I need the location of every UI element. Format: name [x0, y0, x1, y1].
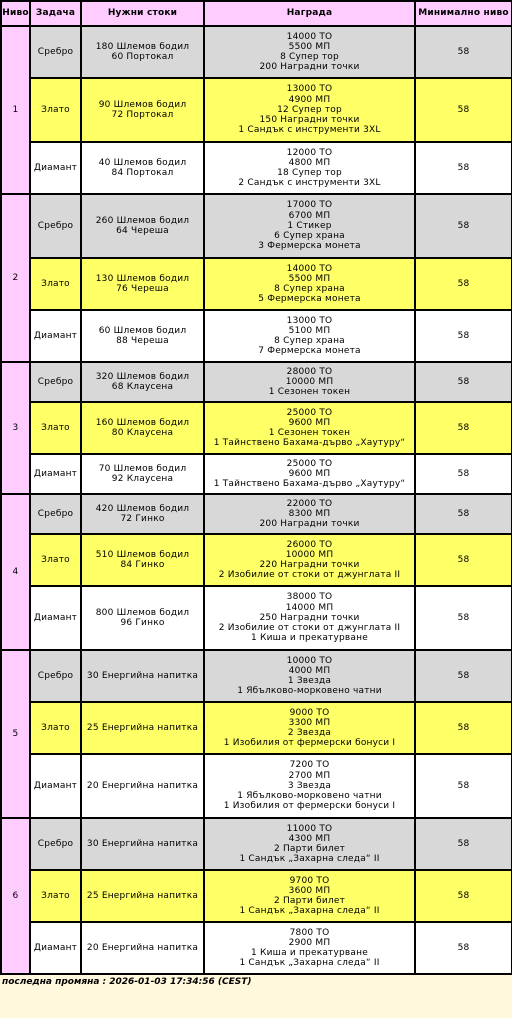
reward-line: 1 Сандък „Захарна следа“ II: [239, 958, 380, 969]
reward-line: 9700 TO: [289, 875, 330, 886]
goods-line: 180 Шлемов бодил: [95, 41, 190, 52]
reward-line: 25000 TO: [286, 407, 333, 418]
goods-line: 92 Клаусена: [111, 474, 174, 484]
reward-line: 1 Сандък „Захарна следа“ II: [239, 854, 380, 865]
min-level-cell: 58: [415, 494, 512, 534]
reward-line: 8 Супер храна: [274, 284, 345, 294]
task-cell: Злато: [30, 702, 81, 754]
header-min-level: Минимално ниво: [415, 1, 512, 26]
goods-line: 72 Портокал: [111, 110, 174, 120]
reward-cell: [204, 754, 415, 818]
goods-line: 80 Клаусена: [111, 428, 174, 438]
reward-cell: [204, 310, 415, 362]
reward-line: 1 Тайнствено Бахама-дърво „Хаутуру“: [213, 479, 406, 490]
goods-line: 20 Енергийна напитка: [86, 780, 199, 791]
table-row: [1, 454, 512, 494]
reward-line: 17000 TO: [286, 200, 333, 211]
reward-cell: [204, 586, 415, 650]
task-cell: Сребро: [30, 362, 81, 402]
min-level-cell: 58: [415, 650, 512, 702]
goods-cell: [81, 78, 204, 142]
task-cell: Злато: [30, 870, 81, 922]
goods-line: 84 Гинко: [120, 560, 165, 570]
table-row: [1, 494, 512, 534]
goods-cell: [81, 402, 204, 454]
header-reward: Награда: [204, 1, 415, 26]
min-level-cell: 58: [415, 258, 512, 310]
reward-line: 150 Наградни точки: [259, 115, 360, 126]
goods-line: 64 Череша: [116, 226, 169, 236]
goods-line: 130 Шлемов бодил: [95, 273, 190, 284]
goods-cell: [81, 650, 204, 702]
reward-cell: [204, 258, 415, 310]
goods-cell: [81, 194, 204, 258]
reward-line: 2900 МП: [288, 937, 331, 948]
min-level-cell: 58: [415, 454, 512, 494]
min-level-cell: 58: [415, 78, 512, 142]
reward-line: 38000 TO: [286, 592, 333, 603]
reward-line: 4000 МП: [288, 665, 331, 676]
table-row: [1, 310, 512, 362]
reward-line: 8 Супер тор: [280, 52, 339, 62]
reward-line: 4300 МП: [288, 833, 331, 844]
task-cell: Злато: [30, 402, 81, 454]
reward-line: 7 Фермерска монета: [258, 346, 361, 357]
reward-line: 4900 МП: [288, 94, 331, 105]
task-cell: Диамант: [30, 142, 81, 194]
reward-line: 1 Сезонен токен: [268, 387, 351, 398]
reward-line: 2 Изобилие от стоки от джунглата II: [218, 623, 401, 634]
reward-cell: [204, 194, 415, 258]
reward-line: 2700 МП: [288, 770, 331, 781]
table-row: [1, 258, 512, 310]
reward-line: 11000 TO: [286, 823, 333, 834]
reward-line: 9000 TO: [289, 707, 330, 718]
min-level-cell: 58: [415, 534, 512, 586]
level-cell: 3: [1, 362, 30, 494]
task-cell: Сребро: [30, 26, 81, 78]
task-cell: Сребро: [30, 650, 81, 702]
min-level-cell: 58: [415, 754, 512, 818]
reward-line: 1 Ябълково-морковено чатни: [237, 791, 382, 802]
goods-line: 76 Череша: [116, 284, 169, 294]
goods-cell: [81, 702, 204, 754]
goods-line: 84 Портокал: [111, 168, 174, 178]
reward-line: 8300 МП: [288, 508, 331, 519]
goods-line: 20 Енергийна напитка: [86, 942, 199, 953]
table-row: [1, 586, 512, 650]
reward-line: 14000 TO: [286, 31, 333, 42]
table-header-row: [1, 1, 512, 26]
reward-cell: [204, 26, 415, 78]
table-row: [1, 362, 512, 402]
reward-line: 1 Киша и прекатурване: [251, 948, 368, 958]
goods-cell: [81, 818, 204, 870]
reward-line: 8 Супер храна: [274, 336, 345, 346]
goods-line: 510 Шлемов бодил: [95, 549, 190, 560]
reward-line: 13000 TO: [286, 315, 333, 326]
reward-line: 4800 МП: [288, 157, 331, 168]
task-cell: Диамант: [30, 922, 81, 974]
goods-cell: [81, 586, 204, 650]
goods-cell: [81, 362, 204, 402]
reward-line: 5100 МП: [288, 325, 331, 336]
header-level: Ниво: [1, 1, 30, 26]
last-modified: последна промяна : 2026-01-03 17:34:56 (CEST): [2, 977, 252, 987]
goods-line: 420 Шлемов бодил: [95, 503, 190, 514]
reward-line: 1 Изобилия от фермерски бонуси I: [223, 738, 396, 749]
table-row: [1, 402, 512, 454]
table-row: [1, 650, 512, 702]
goods-cell: [81, 142, 204, 194]
table-row: [1, 922, 512, 974]
goods-line: 60 Шлемов бодил: [98, 325, 187, 336]
reward-line: 1 Сезонен токен: [268, 428, 351, 438]
min-level-cell: 58: [415, 870, 512, 922]
reward-line: 5500 МП: [288, 41, 331, 52]
reward-cell: [204, 870, 415, 922]
reward-line: 1 Сандък „Захарна следа“ II: [239, 906, 380, 917]
table-row: [1, 534, 512, 586]
reward-line: 10000 МП: [285, 376, 334, 387]
reward-line: 220 Наградни точки: [259, 560, 360, 570]
reward-cell: [204, 142, 415, 194]
min-level-cell: 58: [415, 922, 512, 974]
reward-line: 2 Звезда: [287, 728, 332, 738]
task-cell: Сребро: [30, 494, 81, 534]
goods-line: 25 Енергийна напитка: [86, 722, 199, 733]
table-row: [1, 702, 512, 754]
task-cell: Диамант: [30, 310, 81, 362]
reward-cell: [204, 922, 415, 974]
reward-line: 9600 МП: [288, 468, 331, 479]
goods-line: 30 Енергийна напитка: [86, 838, 199, 849]
reward-line: 2 Изобилие от стоки от джунглата II: [218, 570, 401, 581]
reward-line: 3300 МП: [288, 717, 331, 728]
header-task: Задача: [30, 1, 81, 26]
reward-cell: [204, 494, 415, 534]
level-cell: 5: [1, 650, 30, 818]
goods-line: 25 Енергийна напитка: [86, 890, 199, 901]
goods-cell: [81, 310, 204, 362]
goods-cell: [81, 26, 204, 78]
level-cell: 1: [1, 26, 30, 194]
reward-line: 14000 TO: [286, 263, 333, 274]
min-level-cell: 58: [415, 194, 512, 258]
reward-line: 9600 МП: [288, 417, 331, 428]
reward-line: 1 Тайнствено Бахама-дърво „Хаутуру“: [213, 438, 406, 449]
goods-cell: [81, 534, 204, 586]
header-goods: Нужни стоки: [81, 1, 204, 26]
reward-line: 6700 МП: [288, 210, 331, 221]
reward-line: 200 Наградни точки: [259, 62, 360, 73]
reward-line: 2 Сандък с инструменти 3XL: [238, 178, 381, 189]
reward-cell: [204, 78, 415, 142]
level-cell: 4: [1, 494, 30, 650]
min-level-cell: 58: [415, 702, 512, 754]
table-row: [1, 754, 512, 818]
goods-cell: [81, 258, 204, 310]
table-row: [1, 818, 512, 870]
min-level-cell: 58: [415, 362, 512, 402]
reward-line: 1 Звезда: [287, 676, 332, 686]
reward-line: 5 Фермерска монета: [258, 294, 361, 305]
reward-line: 2 Парти билет: [273, 844, 346, 854]
min-level-cell: 58: [415, 818, 512, 870]
task-cell: Сребро: [30, 194, 81, 258]
level-cell: 2: [1, 194, 30, 362]
reward-line: 14000 МП: [285, 602, 334, 613]
reward-line: 25000 TO: [286, 458, 333, 469]
reward-line: 1 Киша и прекатурване: [251, 633, 368, 644]
table-row: [1, 78, 512, 142]
reward-cell: [204, 702, 415, 754]
goods-cell: [81, 922, 204, 974]
reward-line: 1 Стикер: [287, 220, 332, 231]
task-cell: Злато: [30, 534, 81, 586]
task-cell: Диамант: [30, 454, 81, 494]
task-cell: Диамант: [30, 754, 81, 818]
table-row: [1, 194, 512, 258]
reward-line: 13000 TO: [286, 84, 333, 95]
reward-line: 7800 TO: [289, 927, 330, 938]
task-cell: Диамант: [30, 586, 81, 650]
reward-cell: [204, 534, 415, 586]
reward-line: 1 Сандък с инструменти 3XL: [238, 125, 381, 136]
goods-line: 96 Гинко: [120, 618, 165, 628]
reward-line: 18 Супер тор: [277, 168, 342, 178]
goods-line: 800 Шлемов бодил: [95, 607, 190, 618]
goods-cell: [81, 754, 204, 818]
reward-cell: [204, 362, 415, 402]
level-cell: 6: [1, 818, 30, 974]
reward-line: 22000 TO: [286, 498, 333, 509]
reward-line: 6 Супер храна: [274, 231, 345, 242]
goods-line: 30 Енергийна напитка: [86, 670, 199, 681]
reward-line: 10000 МП: [285, 549, 334, 560]
reward-cell: [204, 650, 415, 702]
reward-line: 200 Наградни точки: [259, 519, 360, 530]
goods-line: 72 Гинко: [120, 514, 165, 524]
min-level-cell: 58: [415, 26, 512, 78]
goods-cell: [81, 870, 204, 922]
reward-line: 1 Ябълково-морковено чатни: [237, 686, 382, 697]
reward-line: 12 Супер тор: [277, 104, 342, 115]
min-level-cell: 58: [415, 586, 512, 650]
reward-line: 26000 TO: [286, 539, 333, 550]
reward-line: 28000 TO: [286, 366, 333, 377]
task-cell: Сребро: [30, 818, 81, 870]
goods-line: 160 Шлемов бодил: [95, 417, 190, 428]
table-row: [1, 26, 512, 78]
reward-line: 5500 МП: [288, 273, 331, 284]
reward-cell: [204, 818, 415, 870]
task-cell: Злато: [30, 78, 81, 142]
goods-line: 320 Шлемов бодил: [95, 371, 190, 382]
goods-line: 88 Череша: [116, 336, 169, 346]
goods-line: 260 Шлемов бодил: [95, 215, 190, 226]
goods-line: 70 Шлемов бодил: [98, 463, 187, 474]
goods-line: 68 Клаусена: [111, 382, 174, 392]
goods-line: 90 Шлемов бодил: [98, 99, 187, 110]
table-body: [1, 26, 512, 974]
reward-line: 3600 МП: [288, 885, 331, 896]
reward-line: 3 Звезда: [287, 780, 332, 791]
table-row: [1, 142, 512, 194]
reward-line: 10000 TO: [286, 655, 333, 666]
reward-line: 7200 TO: [289, 760, 330, 771]
reward-cell: [204, 454, 415, 494]
reward-line: 12000 TO: [286, 147, 333, 158]
min-level-cell: 58: [415, 310, 512, 362]
goods-cell: [81, 494, 204, 534]
table-row: [1, 870, 512, 922]
min-level-cell: 58: [415, 142, 512, 194]
task-cell: Злато: [30, 258, 81, 310]
min-level-cell: 58: [415, 402, 512, 454]
reward-line: 3 Фермерска монета: [258, 241, 361, 252]
reward-cell: [204, 402, 415, 454]
goods-cell: [81, 454, 204, 494]
reward-line: 250 Наградни точки: [259, 612, 360, 623]
reward-line: 1 Изобилия от фермерски бонуси I: [223, 801, 396, 812]
goods-line: 60 Портокал: [111, 52, 174, 62]
reward-line: 2 Парти билет: [273, 896, 346, 906]
goods-line: 40 Шлемов бодил: [98, 157, 187, 168]
